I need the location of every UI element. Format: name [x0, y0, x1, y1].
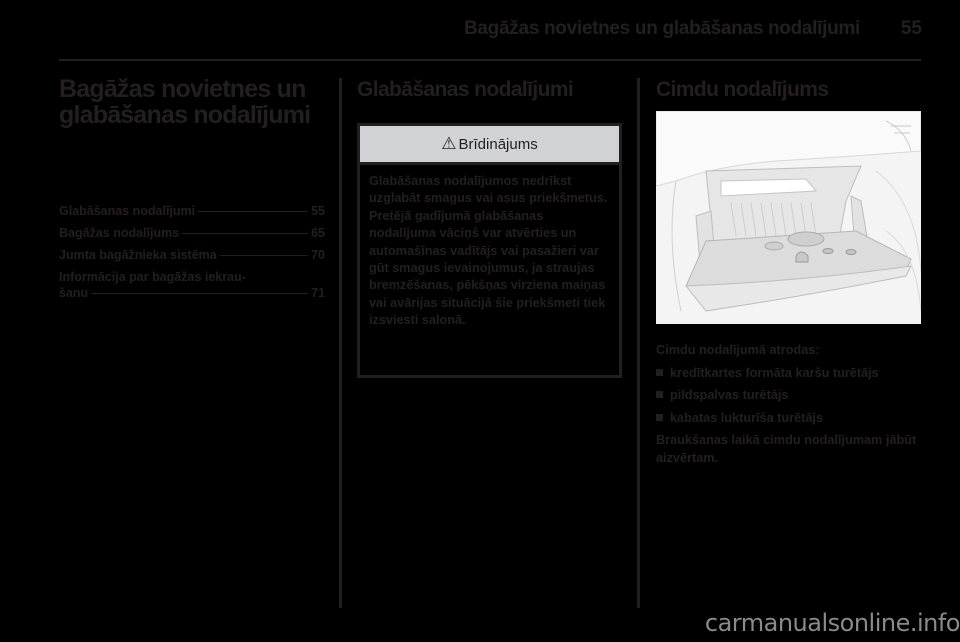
chapter-title: Bagāžas novietnes un glabāšanas nodalījumi	[59, 75, 311, 129]
page-number: 55	[900, 18, 922, 39]
toc-entry-label-line1: Informācija par bagāžas iekrau-	[59, 270, 246, 284]
bullet-text: kabatas lukturīša turētājs	[670, 410, 824, 425]
bullet-square-icon	[656, 391, 663, 398]
warning-body: Glabāšanas nodalījumos nedrīkst uzglabāt smagus vai asus priekšmetus. Pretējā gadījumā glabāšanas nodalījuma vāciņš var atvērties un automašīnas vadītājs vai pasažieri var gūt smagus ievainojumus, ja straujas bremzēšanas, pēkšņas virziena maiņas vai avārijas situācijā šie priekšmeti tiek izsviesti salonā.	[369, 174, 608, 328]
bullet-square-icon	[656, 414, 663, 421]
bullet-text: kredītkartes formāta karšu turētājs	[670, 365, 879, 380]
toc-entry-label-line2: šanu	[59, 286, 89, 300]
toc-entry-page: 71	[311, 286, 325, 300]
warning-box	[357, 123, 622, 378]
toc-leader	[91, 293, 308, 294]
warning-header	[360, 126, 619, 165]
column-divider-left	[339, 78, 342, 608]
column-divider-right	[637, 78, 640, 608]
bullet-item	[656, 387, 926, 405]
section-title-glovebox: Cimdu nodalījums	[656, 78, 829, 101]
toc-entry-page: 70	[311, 248, 325, 262]
bullet-text: pildspalvas turētājs	[670, 388, 789, 402]
warning-title: Brīdinājums	[458, 135, 538, 153]
toc-entry[interactable]	[59, 248, 325, 270]
running-header-title: Bagāžas novietnes un glabāšanas nodalījumi	[463, 18, 860, 39]
toc-entry[interactable]	[59, 204, 325, 226]
glovebox-description	[656, 342, 926, 467]
warning-triangle-icon: ⚠	[441, 134, 457, 153]
watermark-link[interactable]: carmanualsonline.info	[704, 609, 960, 637]
glovebox-intro: Cimdu nodalījumā atrodas:	[656, 343, 820, 357]
toc-leader	[220, 255, 308, 256]
toc-entry-page: 55	[311, 204, 325, 218]
section-title-storage: Glabāšanas nodalījumi	[357, 78, 574, 101]
toc-entry-label: Jumta bagāžnieka sistēma	[59, 248, 217, 262]
glove-compartment-illustration	[656, 111, 921, 324]
table-of-contents	[59, 204, 325, 300]
toc-entry-label: Bagāžas nodalījums	[59, 226, 180, 240]
toc-entry-label: Glabāšanas nodalījumi	[59, 204, 196, 218]
toc-leader	[198, 211, 308, 212]
toc-leader	[182, 233, 308, 234]
bullet-item	[656, 365, 926, 383]
toc-entry[interactable]	[59, 226, 325, 248]
toc-entry[interactable]	[59, 270, 325, 300]
glovebox-closing-note: Braukšanas laikā cimdu nodalījumam jābūt aizvērtam.	[656, 433, 917, 465]
bullet-square-icon	[656, 369, 663, 376]
bullet-item	[656, 410, 926, 428]
header-rule	[59, 59, 921, 61]
toc-entry-page: 65	[311, 226, 325, 240]
